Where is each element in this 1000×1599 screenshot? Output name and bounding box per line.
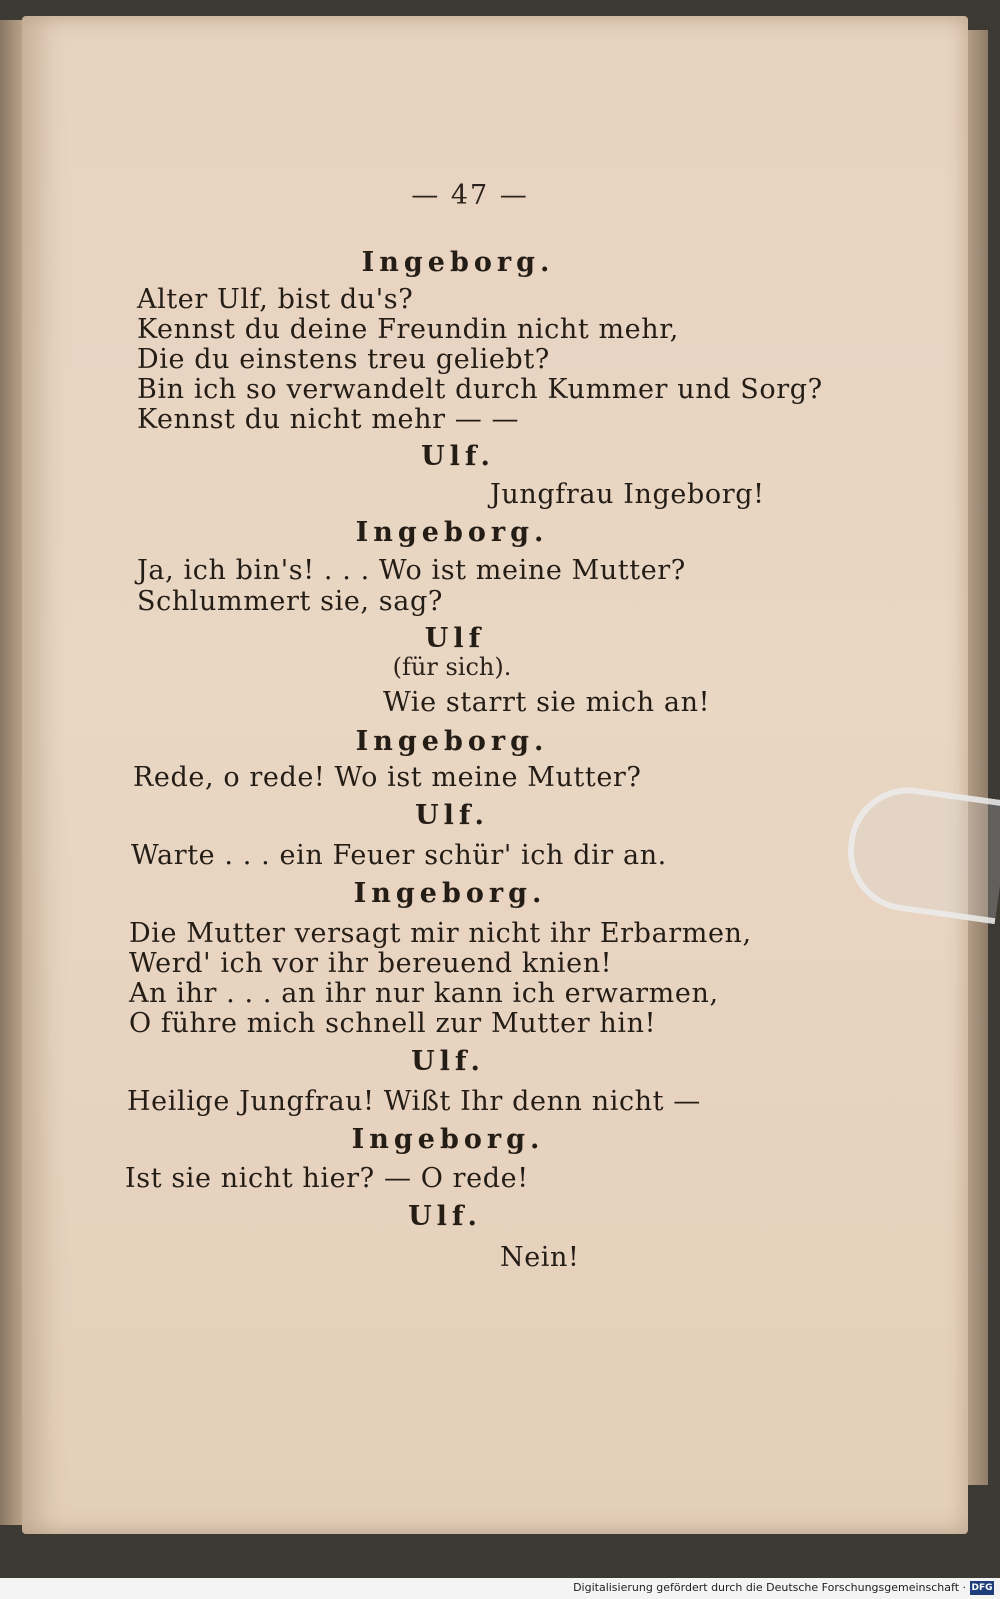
verse-line: Nein! bbox=[500, 1242, 580, 1273]
verse-line: Die Mutter versagt mir nicht ihr Erbarmen, bbox=[129, 918, 752, 949]
verse-line: Schlummert sie, sag? bbox=[137, 586, 443, 617]
verse-line: O führe mich schnell zur Mutter hin! bbox=[129, 1008, 657, 1039]
verse-line: Warte . . . ein Feuer schür' ich dir an. bbox=[131, 840, 667, 871]
verse-line: Kennst du nicht mehr — — bbox=[137, 404, 520, 435]
stage-direction: (für sich). bbox=[392, 653, 512, 681]
speaker-ulf: Ulf. bbox=[408, 1201, 482, 1232]
speaker-ulf: Ulf. bbox=[411, 1046, 485, 1077]
verse-line: Bin ich so verwandelt durch Kummer und Sorg? bbox=[137, 374, 823, 405]
verse-line: Jungfrau Ingeborg! bbox=[490, 479, 765, 510]
footer-credit: Digitalisierung gefördert durch die Deutsche Forschungsgemeinschaft · bbox=[573, 1581, 966, 1594]
verse-line: Werd' ich vor ihr bereuend knien! bbox=[129, 948, 613, 979]
verse-line: Ist sie nicht hier? — O rede! bbox=[125, 1163, 529, 1194]
verse-line: Ja, ich bin's! . . . Wo ist meine Mutter? bbox=[137, 555, 686, 586]
speaker-ulf: Ulf. bbox=[415, 800, 489, 831]
verse-line: Die du einstens treu geliebt? bbox=[137, 344, 550, 375]
page-number: — 47 — bbox=[411, 180, 529, 211]
speaker-ulf: Ulf. bbox=[421, 441, 495, 472]
speaker-ingeborg: Ingeborg. bbox=[353, 878, 547, 909]
speaker-ulf: Ulf bbox=[424, 623, 486, 654]
verse-line: Heilige Jungfrau! Wißt Ihr denn nicht — bbox=[127, 1086, 701, 1117]
speaker-ingeborg: Ingeborg. bbox=[355, 726, 549, 757]
dfg-logo: DFG bbox=[971, 1583, 993, 1593]
speaker-ingeborg: Ingeborg. bbox=[355, 517, 549, 548]
verse-line: An ihr . . . an ihr nur kann ich erwarmen, bbox=[129, 978, 719, 1009]
verse-line: Rede, o rede! Wo ist meine Mutter? bbox=[133, 762, 642, 793]
verse-line: Alter Ulf, bist du's? bbox=[137, 284, 414, 315]
verse-line: Kennst du deine Freundin nicht mehr, bbox=[137, 314, 679, 345]
verse-line: Wie starrt sie mich an! bbox=[383, 687, 711, 718]
speaker-ingeborg: Ingeborg. bbox=[361, 247, 555, 278]
speaker-ingeborg: Ingeborg. bbox=[351, 1124, 545, 1155]
